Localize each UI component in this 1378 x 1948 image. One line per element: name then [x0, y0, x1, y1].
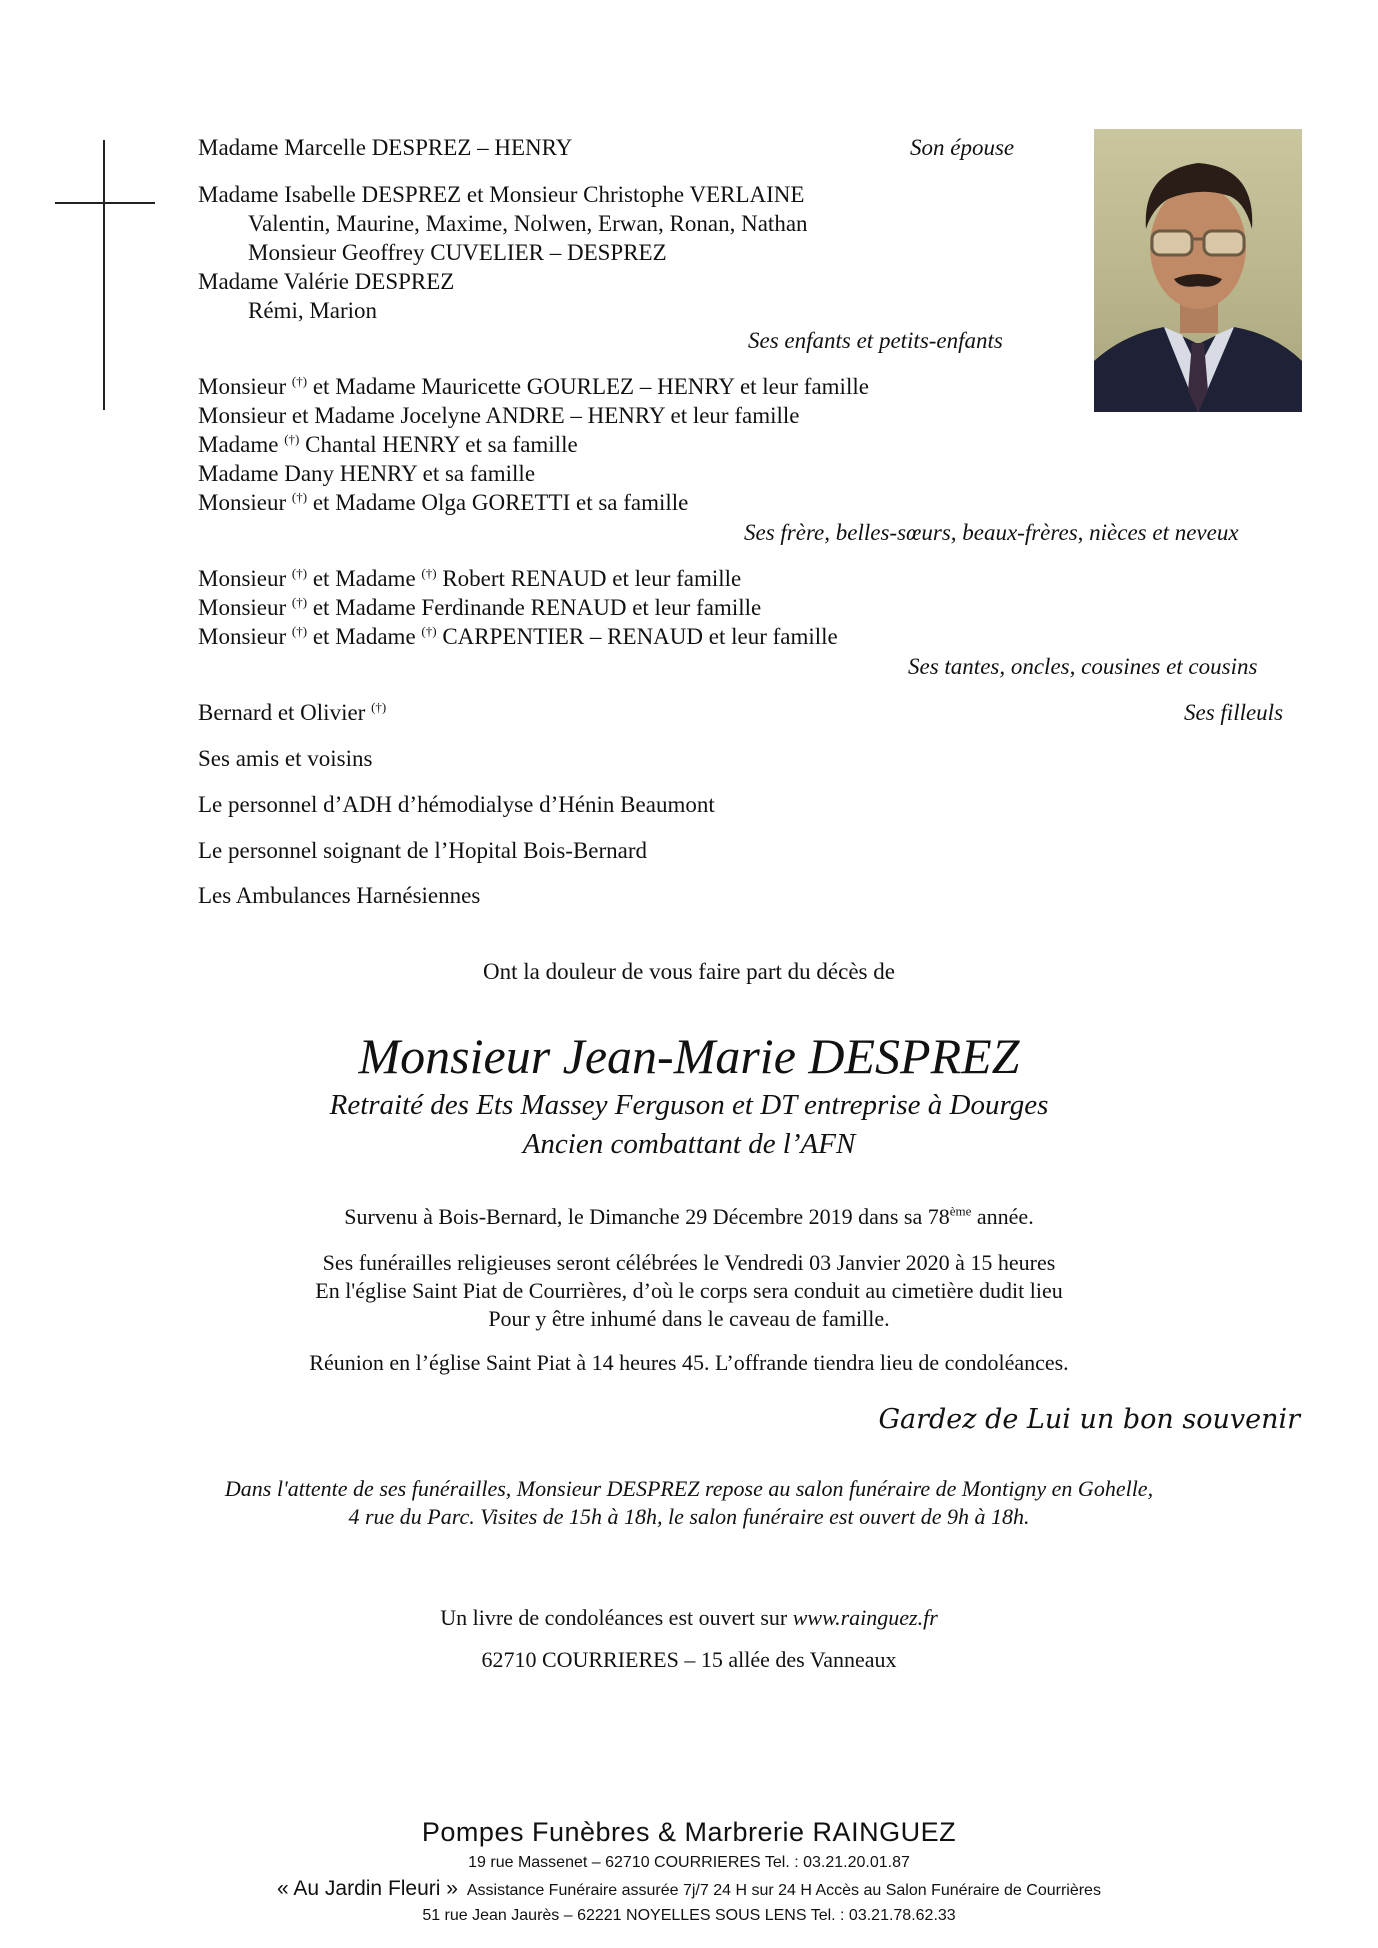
portrait-photo — [1094, 129, 1302, 412]
other-line: Ses amis et voisins — [198, 746, 373, 771]
funeral-line: En l'église Saint Piat de Courrières, d’où le corps sera conduit au cimetière dudit lieu — [315, 1278, 1063, 1303]
sibling-line: Monsieur et Madame Jocelyne ANDRE – HENRY et leur famille — [198, 403, 800, 428]
other-line: Le personnel d’ADH d’hémodialyse d’Hénin Beaumont — [198, 792, 715, 817]
footer-services: « Au Jardin Fleuri » Assistance Funéraire assurée 7j/7 24 H sur 24 H Accès au Salon Funéraire de Courrières — [277, 1877, 1101, 1900]
godchildren-role: Ses filleuls — [1184, 700, 1284, 725]
address-line: 62710 COURRIERES – 15 allée des Vanneaux — [481, 1647, 897, 1672]
relative-line: Monsieur (†) et Madame (†) CARPENTIER – RENAUD et leur famille — [198, 623, 838, 649]
condolence-link[interactable]: www.rainguez.fr — [792, 1605, 938, 1630]
godchildren-name: Bernard et Olivier (†) — [198, 699, 387, 725]
siblings-role: Ses frère, belles-sœurs, beaux-frères, nièces et neveux — [744, 520, 1239, 545]
deceased-subtitle: Ancien combattant de l’AFN — [522, 1128, 856, 1160]
relative-line: Monsieur (†) et Madame Ferdinande RENAUD et leur famille — [198, 594, 762, 620]
grandchildren-line: Valentin, Maurine, Maxime, Nolwen, Erwan, Ronan, Nathan — [248, 211, 808, 236]
spouse-role: Son épouse — [910, 135, 1015, 160]
footer-address: 51 rue Jean Jaurès – 62221 NOYELLES SOUS LENS Tel. : 03.21.78.62.33 — [422, 1907, 956, 1924]
salon-line: Dans l'attente de ses funérailles, Monsieur DESPREZ repose au salon funéraire de Montigny en Gohelle, — [224, 1476, 1154, 1501]
meeting-line: Réunion en l’église Saint Piat à 14 heures 45. L’offrande tiendra lieu de condoléances. — [309, 1350, 1069, 1375]
children-line: Madame Isabelle DESPREZ et Monsieur Christophe VERLAINE — [198, 182, 805, 207]
funeral-line: Pour y être inhumé dans le caveau de famille. — [488, 1306, 890, 1331]
condolence-line: Un livre de condoléances est ouvert sur www.rainguez.fr — [440, 1605, 938, 1630]
footer-address: 19 rue Massenet – 62710 COURRIERES Tel. : 03.21.20.01.87 — [468, 1854, 910, 1871]
children-line: Madame Valérie DESPREZ — [198, 269, 455, 294]
death-line: Survenu à Bois-Bernard, le Dimanche 29 Décembre 2019 dans sa 78ème année. — [344, 1203, 1034, 1229]
souvenir-text: Gardez de Lui un bon souvenir — [878, 1404, 1300, 1435]
relative-line: Monsieur (†) et Madame (†) Robert RENAUD et leur famille — [198, 565, 742, 591]
announcement-intro: Ont la douleur de vous faire part du décès de — [483, 959, 895, 984]
deceased-subtitle: Retraité des Ets Massey Ferguson et DT entreprise à Dourges — [329, 1089, 1049, 1121]
sibling-line: Madame Dany HENRY et sa famille — [198, 461, 536, 486]
deceased-name: Monsieur Jean-Marie DESPREZ — [358, 1028, 1020, 1084]
funeral-line: Ses funérailles religieuses seront célébrées le Vendredi 03 Janvier 2020 à 15 heures — [322, 1250, 1056, 1275]
footer-title: Pompes Funèbres & Marbrerie RAINGUEZ — [421, 1817, 957, 1847]
spouse-name: Madame Marcelle DESPREZ – HENRY — [198, 135, 573, 160]
salon-line: 4 rue du Parc. Visites de 15h à 18h, le salon funéraire est ouvert de 9h à 18h. — [348, 1504, 1030, 1529]
other-line: Le personnel soignant de l’Hopital Bois-Bernard — [198, 838, 648, 863]
sibling-line: Monsieur (†) et Madame Olga GORETTI et sa famille — [198, 489, 689, 515]
grandchildren-line: Rémi, Marion — [248, 298, 378, 323]
sibling-line: Monsieur (†) et Madame Mauricette GOURLEZ – HENRY et leur famille — [198, 373, 869, 399]
sibling-line: Madame (†) Chantal HENRY et sa famille — [198, 431, 578, 457]
relatives-role: Ses tantes, oncles, cousines et cousins — [908, 654, 1258, 679]
other-line: Les Ambulances Harnésiennes — [198, 883, 481, 908]
children-line: Monsieur Geoffrey CUVELIER – DESPREZ — [248, 240, 667, 265]
children-role: Ses enfants et petits-enfants — [748, 328, 1003, 353]
footer-jardin: « Au Jardin Fleuri » — [277, 1877, 458, 1900]
